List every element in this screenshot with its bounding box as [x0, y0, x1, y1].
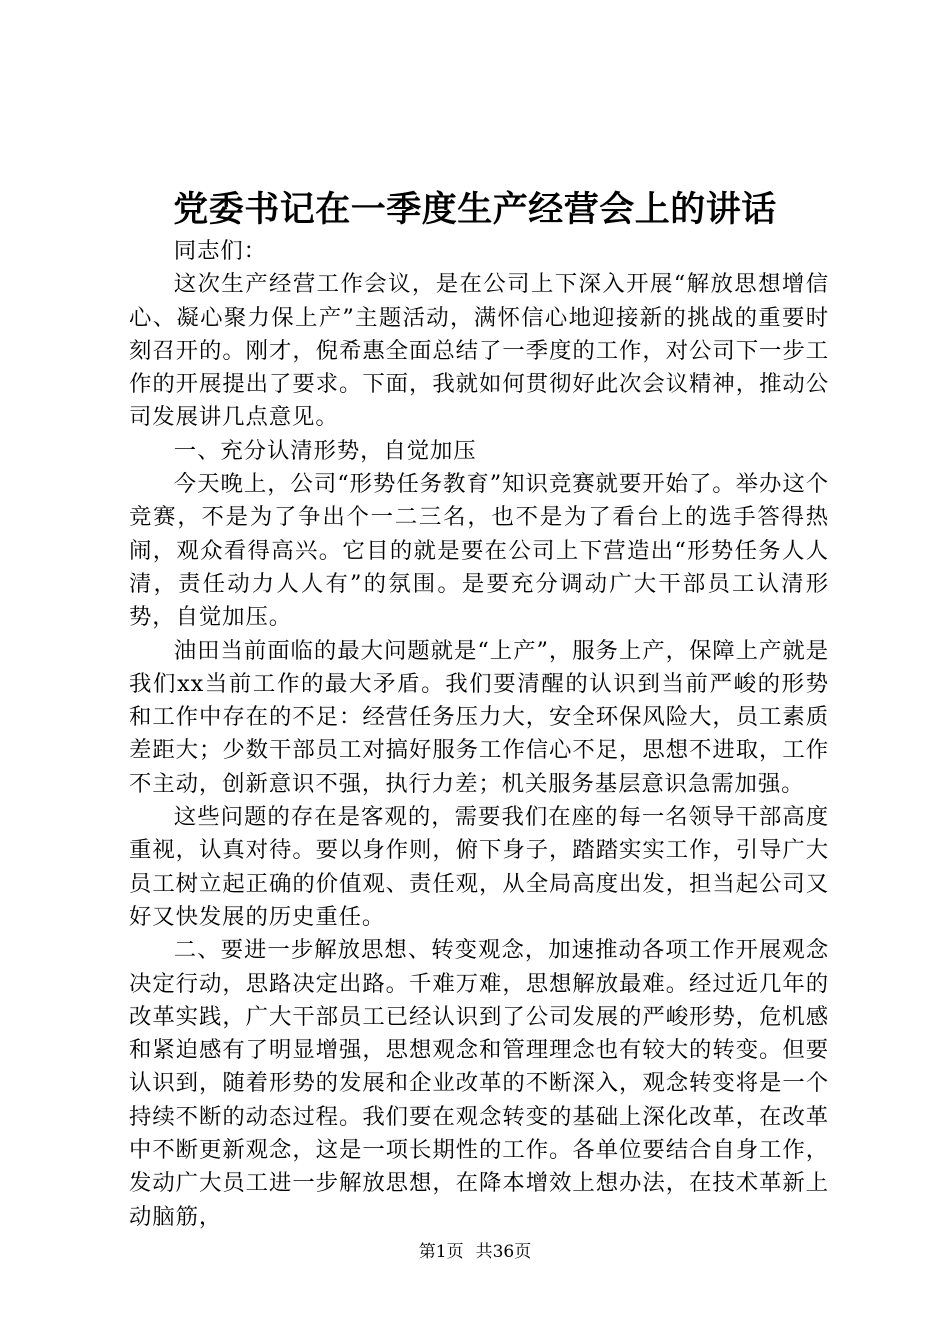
- salutation: 同志们：: [173, 238, 267, 264]
- page-footer: [0, 1240, 950, 1264]
- paragraph: 这些问题的存在是客观的，需要我们在座的每一名领导干部高度重视，认真对待。要以身作则，俯下身子，踏踏实实工作，引导广大员工树立起正确的价值观、责任观，从全局高度出发，担当起公司又好又快发展的历史重任。: [129, 804, 829, 930]
- paragraph-intro: 这次生产经营工作会议，是在公司上下深入开展“解放思想增信心、凝心聚力保上产”主题活动，满怀信心地迎接新的挑战的重要时刻召开的。刚才，倪希惠全面总结了一季度的工作，对公司下一步工作的开展提出了要求。下面，我就如何贯彻好此次会议精神，推动公司发展讲几点意见。: [129, 271, 829, 431]
- section-heading-2-paragraph: 二、要进一步解放思想、转变观念，加速推动各项工作开展观念决定行动，思路决定出路。千难万难，思想解放最难。经过近几年的改革实践，广大干部员工已经认识到了公司发展的严峻形势，危机感和紧迫感有了明显增强，思想观念和管理理念也有较大的转变。但要认识到，随着形势的发展和企业改革的不断深入，观念转变将是一个持续不断的动态过程。我们要在观念转变的基础上深化改革，在改革中不断更新观念，这是一项长期性的工作。各单位要结合自身工作，发动广大员工进一步解放思想，在降本增效上想办法，在技术革新上动脑筋，: [129, 937, 829, 1230]
- section-heading-1: 一、充分认清形势，自觉加压: [173, 437, 477, 464]
- paragraph: 油田当前面临的最大问题就是“上产”，服务上产，保障上产就是我们xx当前工作的最大矛盾。我们要清醒的认识到当前严峻的形势和工作中存在的不足：经营任务压力大，安全环保风险大，员工素质差距大；少数干部员工对搞好服务工作信心不足，思想不进取，工作不主动，创新意识不强，执行力差；机关服务基层意识急需加强。: [129, 637, 829, 797]
- page-number: 第1页: [418, 1242, 464, 1262]
- paragraph: 今天晚上，公司“形势任务教育”知识竞赛就要开始了。举办这个竞赛，不是为了争出个一二三名，也不是为了看台上的选手答得热闹，观众看得高兴。它目的就是要在公司上下营造出“形势任务人人清，责任动力人人有”的氛围。是要充分调动广大干部员工认清形势，自觉加压。: [129, 471, 829, 631]
- document-body: [129, 235, 829, 1234]
- document-title: 党委书记在一季度生产经营会上的讲话: [173, 189, 777, 230]
- page-total: 共36页: [475, 1242, 532, 1262]
